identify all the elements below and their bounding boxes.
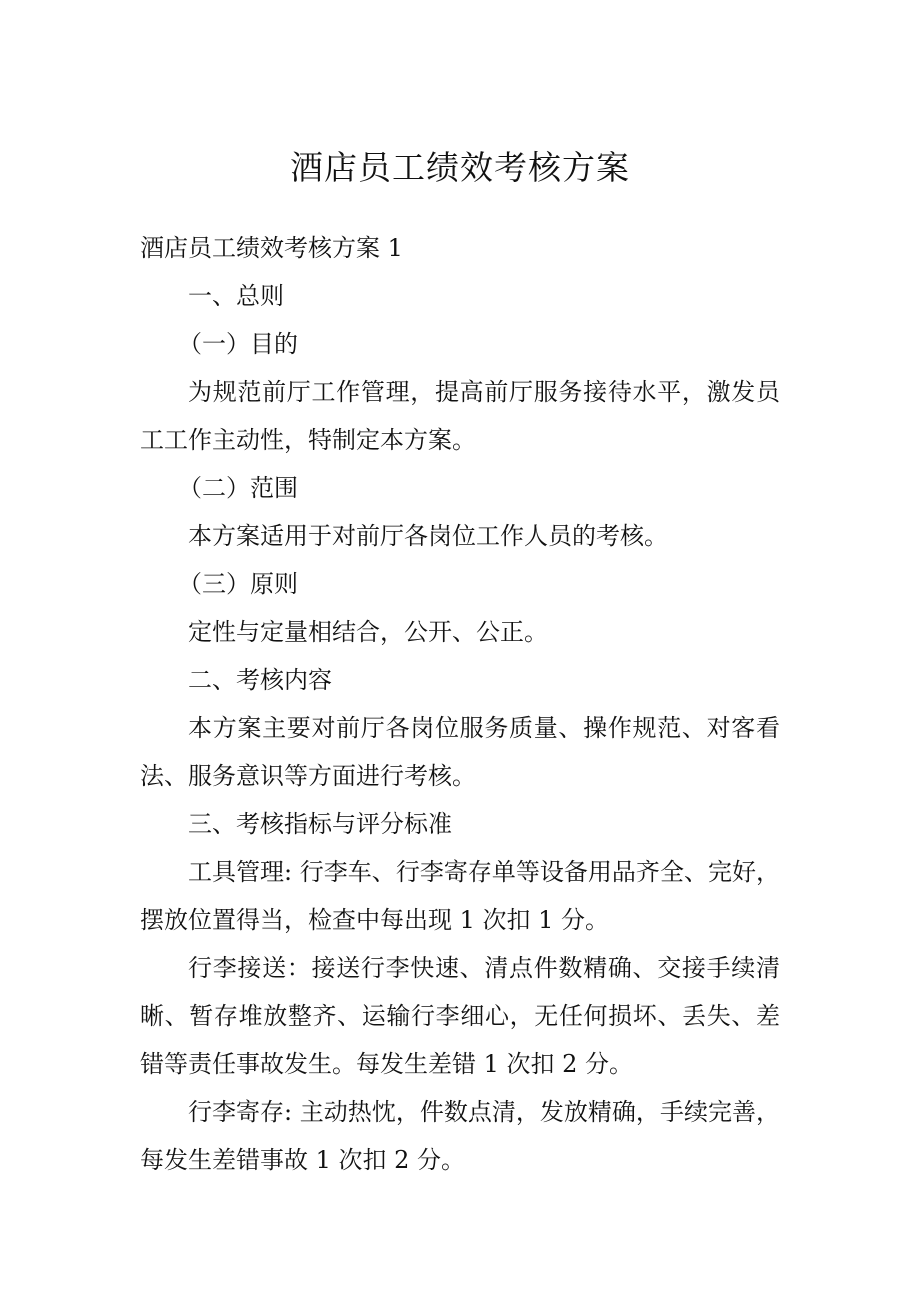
document-body — [140, 224, 780, 1184]
section-heading-content: 二、考核内容 — [188, 666, 332, 694]
paragraph-content: 本方案主要对前厅各岗位服务质量、操作规范、对客看法、服务意识等方面进行考核。 — [140, 714, 780, 790]
section-heading-criteria: 三、考核指标与评分标准 — [188, 810, 452, 838]
document-subtitle: 酒店员工绩效考核方案 1 — [140, 234, 403, 262]
paragraph-tool-management: 工具管理: 行李车、行李寄存单等设备用品齐全、完好，摆放位置得当，检查中每出现 1 次扣 1 分。 — [140, 858, 780, 934]
subsection-heading-purpose: （一）目的 — [178, 330, 298, 358]
document-title: 酒店员工绩效考核方案 — [290, 148, 630, 187]
paragraph-purpose: 为规范前厅工作管理，提高前厅服务接待水平，激发员工工作主动性，特制定本方案。 — [140, 378, 780, 454]
paragraph-luggage-delivery: 行李接送：接送行李快速、清点件数精确、交接手续清晰、暂存堆放整齐、运输行李细心，无任何损坏、丢失、差错等责任事故发生。每发生差错 1 次扣 2 分。 — [140, 954, 780, 1078]
section-heading-general: 一、总则 — [188, 282, 284, 310]
paragraph-scope: 本方案适用于对前厅各岗位工作人员的考核。 — [188, 522, 668, 550]
subsection-heading-principle: （三）原则 — [178, 570, 298, 598]
subsection-heading-scope: （二）范围 — [178, 474, 298, 502]
paragraph-luggage-storage: 行李寄存: 主动热忱，件数点清，发放精确，手续完善，每发生差错事故 1 次扣 2 分。 — [140, 1098, 780, 1174]
paragraph-principle: 定性与定量相结合，公开、公正。 — [188, 618, 548, 646]
